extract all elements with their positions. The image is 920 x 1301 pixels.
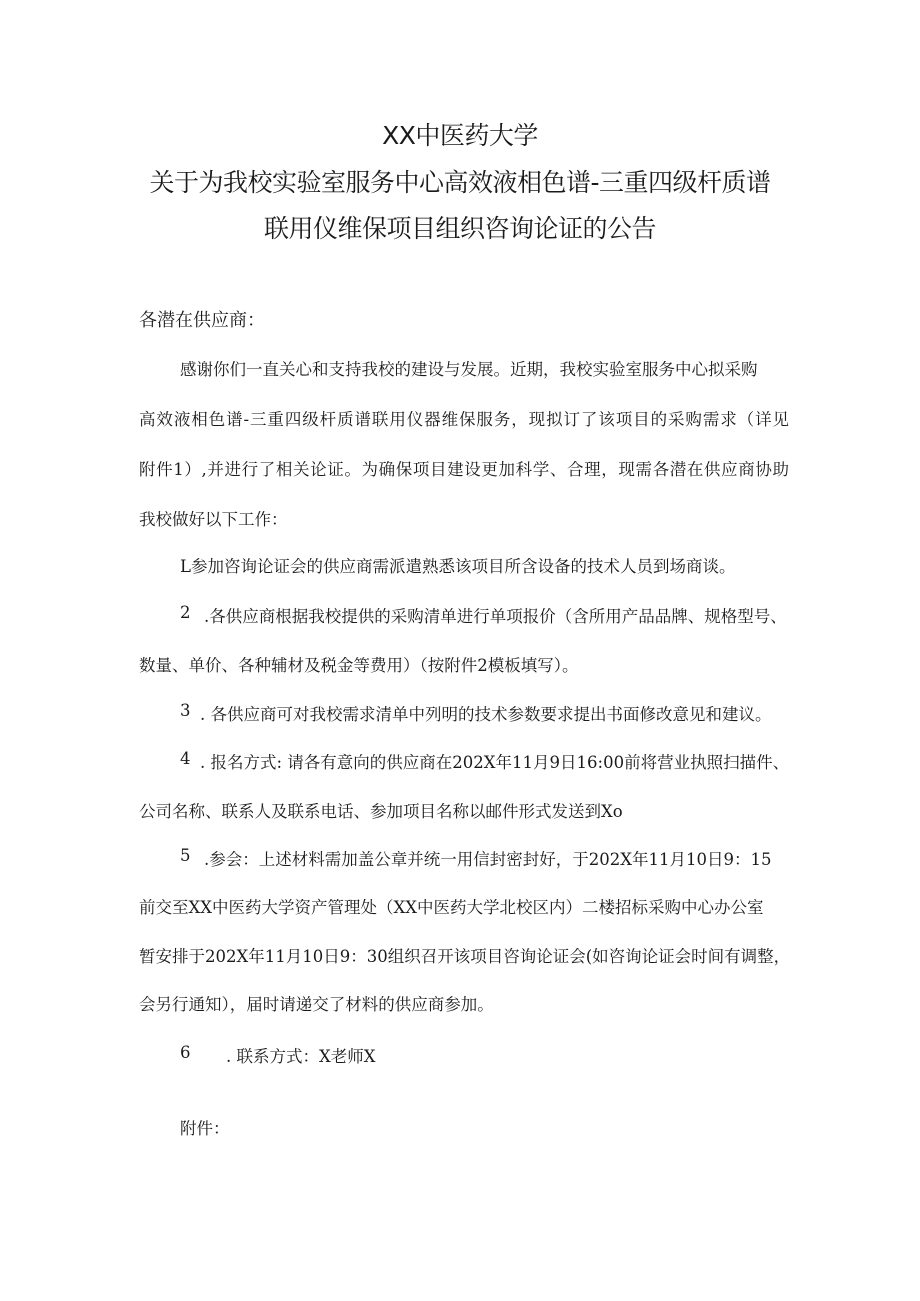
intro-line-4: 我校做好以下工作： [139,510,288,529]
intro-line-3: 附件1）,并进行了相关论证。为确保项目建设更加科学、合理，现需各潜在供应商协助 [139,460,789,479]
document-title-line-1: XX中医药大学 [382,121,538,150]
intro-line-2: 高效液相色谱-三重四级杆质谱联用仪器维保服务，现拟订了该项目的采购需求（详见 [139,410,789,429]
item-4-line-2: 公司名称、联系人及联系电话、参加项目名称以邮件形式发送到Xo [139,802,623,821]
salutation: 各潜在供应商： [139,310,265,331]
item-5-line-2: 前交至XX中医药大学资产管理处（XX中医药大学北校区内）二楼招标采购中心办公室 [139,898,764,917]
attachment-label: 附件： [180,1119,230,1138]
item-2-number: 2 [180,603,191,622]
item-5-line-1: .参会：上述材料需加盖公章并统一用信封密封好，于202X年11月10日9：15 [204,850,772,869]
document-title-line-3: 联用仪维保项目组织咨询论证的公告 [263,214,656,243]
item-2-line-2: 数量、单价、各种辅材及税金等费用）（按附件2模板填写）。 [139,656,579,675]
item-3-line-1: . 各供应商可对我校需求清单中列明的技术参数要求提出书面修改意见和建议。 [200,705,772,724]
document-title-line-2: 关于为我校实验室服务中心高效液相色谱-三重四级杆质谱 [149,168,771,197]
item-3-number: 3 [180,701,191,720]
item-6-number: 6 [180,1043,191,1062]
item-6-line-1: . 联系方式：X老师X [226,1047,376,1066]
item-4-number: 4 [180,749,191,768]
item-4-line-1: . 报名方式: 请各有意向的供应商在202X年11月9日16:00前将营业执照扫描件、 [200,753,790,772]
item-5-line-3: 暂安排于202X年11月10日9：30组织召开该项目咨询论证会(如咨询论证会时间有调整， [139,947,791,966]
item-5-number: 5 [180,846,191,865]
item-2-line-1: .各供应商根据我校提供的采购清单进行单项报价（含所用产品品牌、规格型号、 [204,607,787,626]
item-1-line-1: L参加咨询论证会的供应商需派遣熟悉该项目所含设备的技术人员到场商谈。 [180,557,736,576]
item-5-line-4: 会另行通知），届时请递交了材料的供应商参加。 [139,995,494,1014]
intro-line-1: 感谢你们一直关心和支持我校的建设与发展。近期，我校实验室服务中心拟采购 [180,360,758,379]
